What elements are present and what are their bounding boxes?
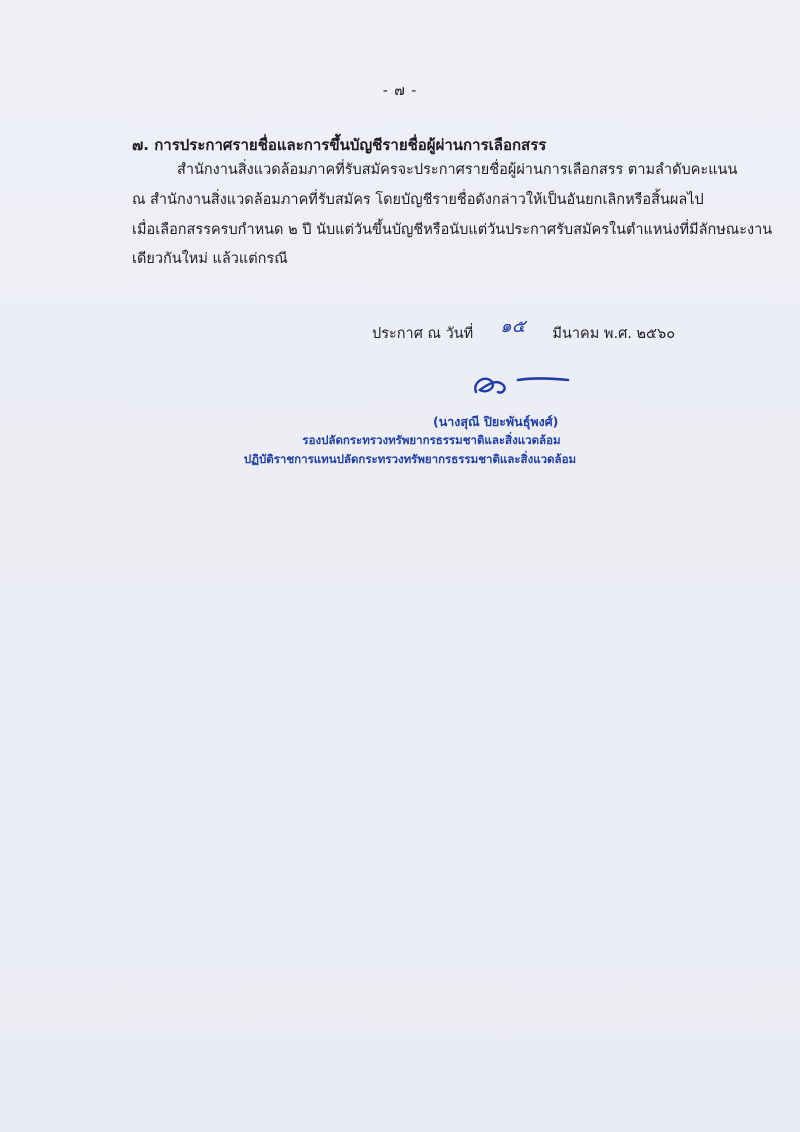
- paragraph-line: เมื่อเลือกสรรครบกำหนด ๒ ปี นับแต่วันขึ้นบัญชีหรือนับแต่วันประกาศรับสมัครในตำแหน่งที่มีลักษณะงาน: [132, 222, 773, 238]
- paragraph-line: สำนักงานสิ่งแวดล้อมภาคที่รับสมัครจะประกาศรายชื่อผู้ผ่านการเลือกสรร ตามลำดับคะแนน: [177, 162, 738, 178]
- signatory-title: รองปลัดกระทรวงทรัพยากรธรรมชาติและสิ่งแวดล้อม: [302, 433, 561, 447]
- announcement-date: [372, 317, 675, 346]
- section-heading: ๗. การประกาศรายชื่อและการขึ้นบัญชีรายชื่อผู้ผ่านการเลือกสรร: [132, 136, 547, 154]
- paragraph-line: ณ สำนักงานสิ่งแวดล้อมภาคที่รับสมัคร โดยบัญชีรายชื่อดังกล่าวให้เป็นอันยกเลิกหรือสิ้นผลไป: [132, 192, 704, 208]
- page-number: - ๗ -: [382, 83, 418, 99]
- handwritten-signature: [468, 364, 578, 404]
- handwritten-day: ๑๕: [500, 316, 526, 337]
- announcement-suffix: มีนาคม พ.ศ. ๒๕๖๐: [552, 326, 676, 342]
- signatory-name: (นางสุณี ปิยะพันธุ์พงศ์): [433, 414, 559, 429]
- paragraph-line: เดียวกันใหม่ แล้วแต่กรณี: [132, 251, 288, 267]
- announcement-prefix: ประกาศ ณ วันที่: [372, 326, 474, 342]
- signatory-acting-title: ปฏิบัติราชการแทนปลัดกระทรวงทรัพยากรธรรมชาติและสิ่งแวดล้อม: [243, 452, 577, 466]
